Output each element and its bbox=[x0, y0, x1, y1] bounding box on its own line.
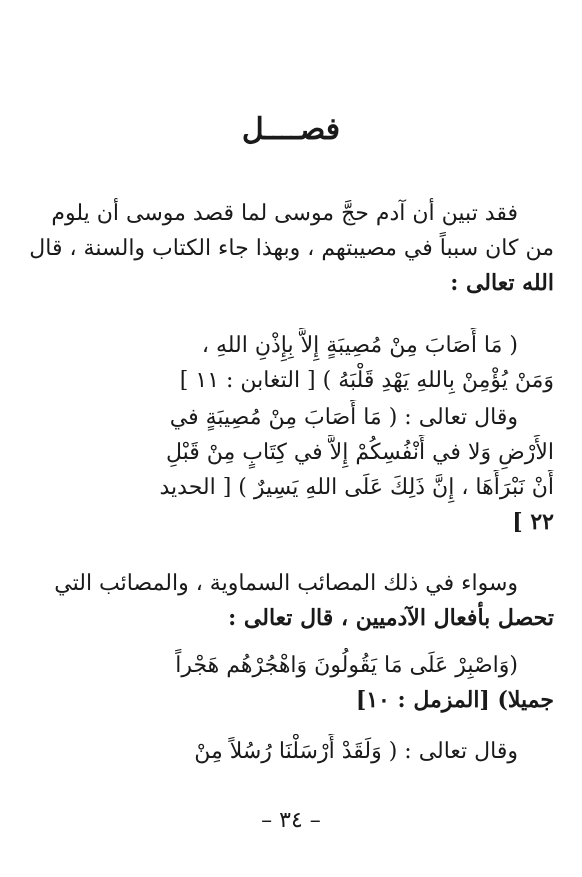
verse-line: وَمَنْ يُؤْمِنْ بِاللهِ يَهْدِ قَلْبَهُ ) [ التغابن : ١١ ] bbox=[179, 368, 554, 393]
verse-line: وقال تعالى : ( مَا أَصَابَ مِنْ مُصِيبَةٍ في bbox=[169, 405, 518, 430]
quran-verse-muzzammil bbox=[22, 648, 554, 718]
verse-line: وقال تعالى : ( وَلَقَدْ أَرْسَلْنَا رُسُلاً مِنْ bbox=[194, 739, 518, 764]
text-line: من كان سبباً في مصيبتهم ، وبهذا جاء الكتاب والسنة ، قال bbox=[29, 236, 554, 261]
text-line: فقد تبين أن آدم حجَّ موسى لما قصد موسى أن يلوم bbox=[51, 201, 518, 226]
verse-line: أَنْ نَبْرَأَهَا ، إِنَّ ذَلِكَ عَلَى اللهِ يَسِيرٌ ) [ الحديد bbox=[159, 475, 554, 500]
verse-line: الأَرْضِ وَلا في أَنْفُسِكُمْ إِلاَّ في كِتَابٍ مِنْ قَبْلِ bbox=[165, 440, 554, 465]
page-number: – ٣٤ – bbox=[261, 808, 321, 833]
quran-verse-continued bbox=[22, 734, 554, 769]
quran-verse-taghabun bbox=[22, 328, 554, 398]
paragraph-intro bbox=[22, 196, 554, 301]
verse-line: (وَاصْبِرْ عَلَى مَا يَقُولُونَ وَاهْجُرْهُم هَجْراً bbox=[175, 653, 518, 678]
verse-line: ٢٢ ] bbox=[512, 509, 554, 535]
text-line: الله تعالى : bbox=[450, 270, 554, 296]
text-line: تحصل بأفعال الآدميين ، قال تعالى : bbox=[228, 605, 554, 631]
paragraph-calamities bbox=[22, 566, 554, 636]
quran-verse-hadid bbox=[22, 400, 554, 540]
verse-line: جميلا) [المزمل : ١٠] bbox=[355, 687, 554, 713]
section-heading: فصــــل bbox=[241, 112, 341, 147]
text-line: وسواء في ذلك المصائب السماوية ، والمصائب التي bbox=[54, 571, 518, 596]
verse-line: ( مَا أَصَابَ مِنْ مُصِيبَةٍ إِلاَّ بِإِذْنِ اللهِ ، bbox=[201, 333, 518, 358]
